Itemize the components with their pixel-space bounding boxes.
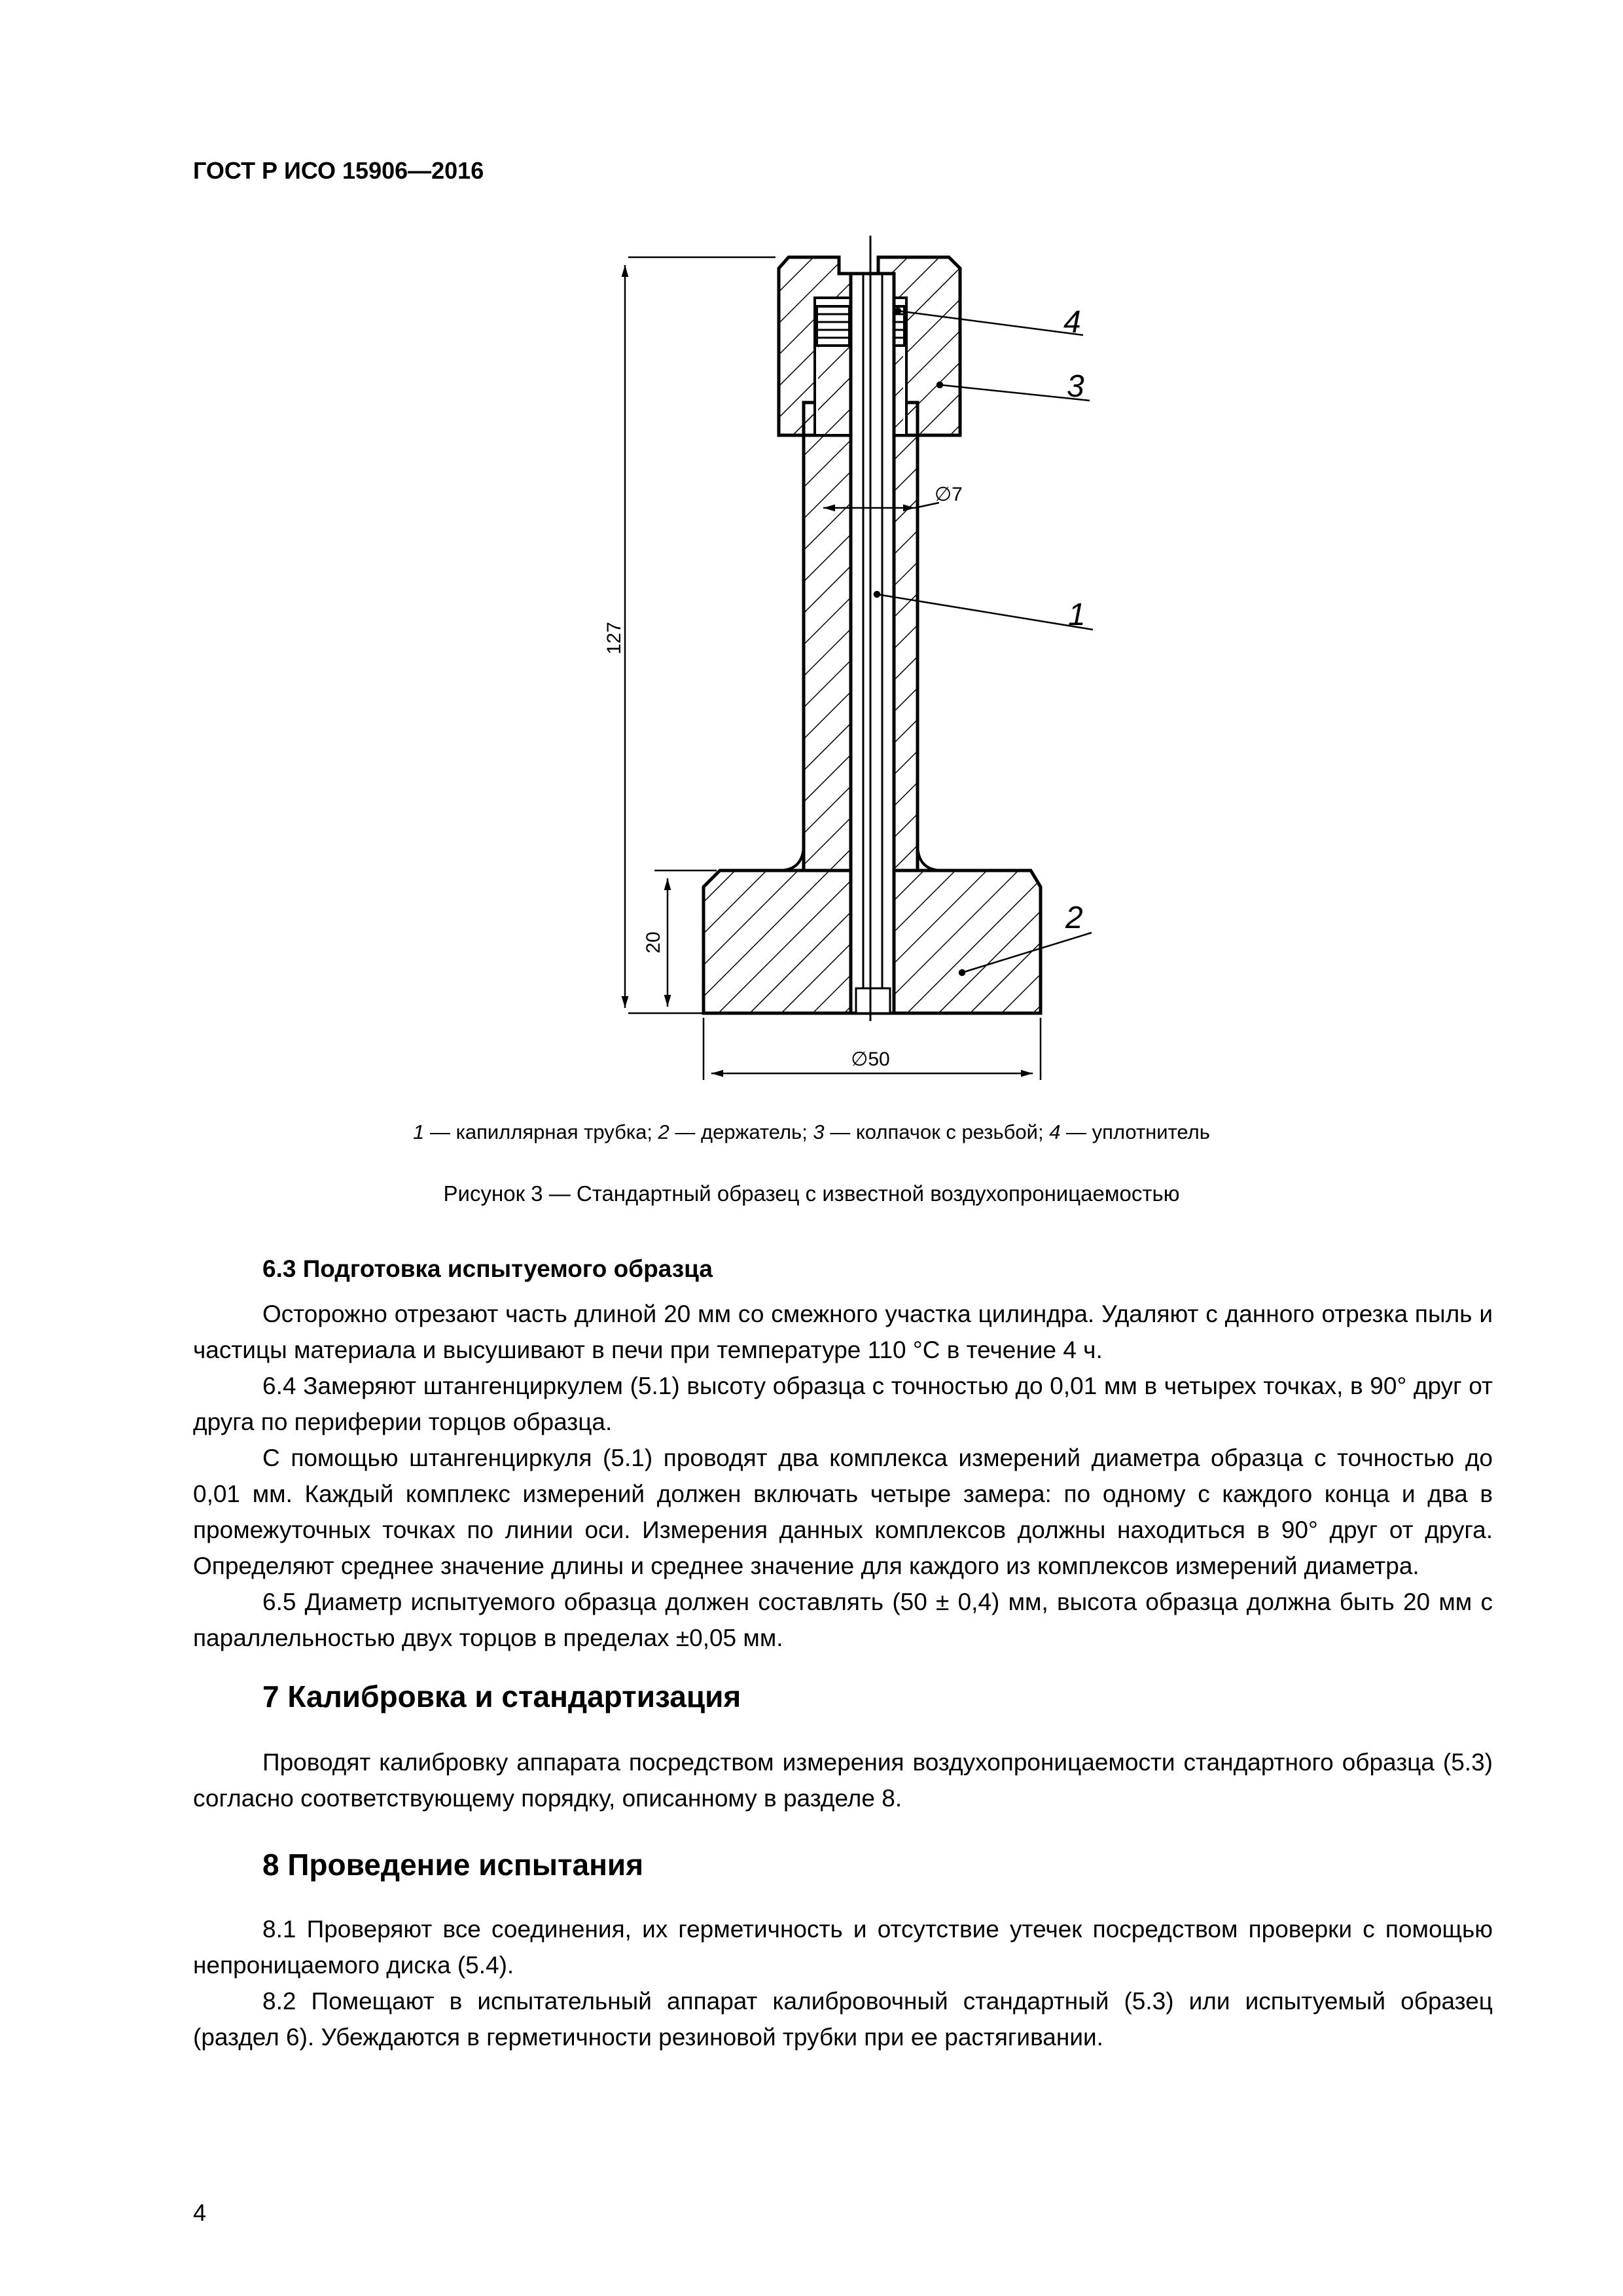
seal-left (817, 306, 849, 346)
paragraph: 8.2 Помещают в испытательный аппарат калибровочный стандартный (5.3) или испытуемый образец (раздел 6). Убеждаются в герметичности резиновой трубки при ее растягивании. (193, 1988, 1493, 2051)
capillary-tube (851, 274, 894, 1013)
legend-text-3: — колпачок с резьбой; (824, 1121, 1050, 1143)
page-number: 4 (193, 2199, 207, 2226)
section-8-heading: 8 Проведение испытания (262, 1848, 644, 1882)
legend-text-4: — уплотнитель (1060, 1121, 1210, 1143)
legend-num-3: 3 (813, 1121, 825, 1143)
callout-1: 1 (1068, 598, 1086, 632)
legend-num-4: 4 (1049, 1121, 1061, 1143)
paragraph: 8.1 Проверяют все соединения, их герметичность и отсутствие утечек посредством проверки с помощью непроницаемого диска (5.4). (193, 1916, 1493, 1979)
paragraph: 6.4 Замеряют штангенциркулем (5.1) высоту образца с точностью до 0,01 мм в четырех точках, в 90° друг от друга по периферии торцов образца. (193, 1372, 1493, 1435)
paragraph: 6.5 Диаметр испытуемого образца должен составлять (50 ± 0,4) мм, высота образца должна быть 20 мм с параллельностью двух торцов в пределах ±0,05 мм. (193, 1588, 1493, 1651)
legend-text-2: — держатель; (669, 1121, 813, 1143)
callout-3: 3 (1067, 369, 1084, 404)
dimension-127: 127 (603, 621, 625, 655)
dimension-20: 20 (643, 931, 664, 954)
legend-num-1: 1 (413, 1121, 425, 1143)
figure-legend (0, 1121, 1623, 1144)
section-7-body (193, 1744, 1493, 1816)
dimension-d50: ∅50 (851, 1049, 890, 1070)
document-header: ГОСТ Р ИСО 15906—2016 (193, 157, 484, 184)
paragraph: Проводят калибровку аппарата посредством измерения воздухопроницаемости стандартного образца (5.3) согласно соответствующему порядку, описанному в разделе 8. (193, 1749, 1493, 1812)
callout-2: 2 (1065, 901, 1083, 935)
legend-num-2: 2 (658, 1121, 669, 1143)
paragraph: С помощью штангенциркуля (5.1) проводят два комплекса измерений диаметра образца с точностью до 0,01 мм. Каждый комплекс измерений должен включать четыре замера: по одному с каждого конца и два в промежуточных точках по линии оси. Измерения данных комплексов должны находиться в 90° друг от друга. Определяют среднее значение длины и среднее значение для каждого из комплексов измерений диаметра. (193, 1444, 1493, 1579)
section-7-heading: 7 Калибровка и стандартизация (262, 1679, 741, 1713)
section-6-3-body (193, 1296, 1493, 1656)
paragraph: Осторожно отрезают часть длиной 20 мм со смежного участка цилиндра. Удаляют с данного отрезка пыль и частицы материала и высушивают в печи при температуре 110 °С в течение 4 ч. (193, 1300, 1493, 1363)
dimension-d7: ∅7 (935, 484, 963, 505)
legend-text-1: — капиллярная трубка; (424, 1121, 658, 1143)
callout-4: 4 (1063, 305, 1081, 340)
figure-3-drawing (0, 0, 1623, 1113)
section-6-3-heading: 6.3 Подготовка испытуемого образца (262, 1255, 713, 1282)
figure-caption: Рисунок 3 — Стандартный образец с известной воздухопроницаемостью (443, 1181, 1180, 1206)
section-8-body (193, 1911, 1493, 2055)
